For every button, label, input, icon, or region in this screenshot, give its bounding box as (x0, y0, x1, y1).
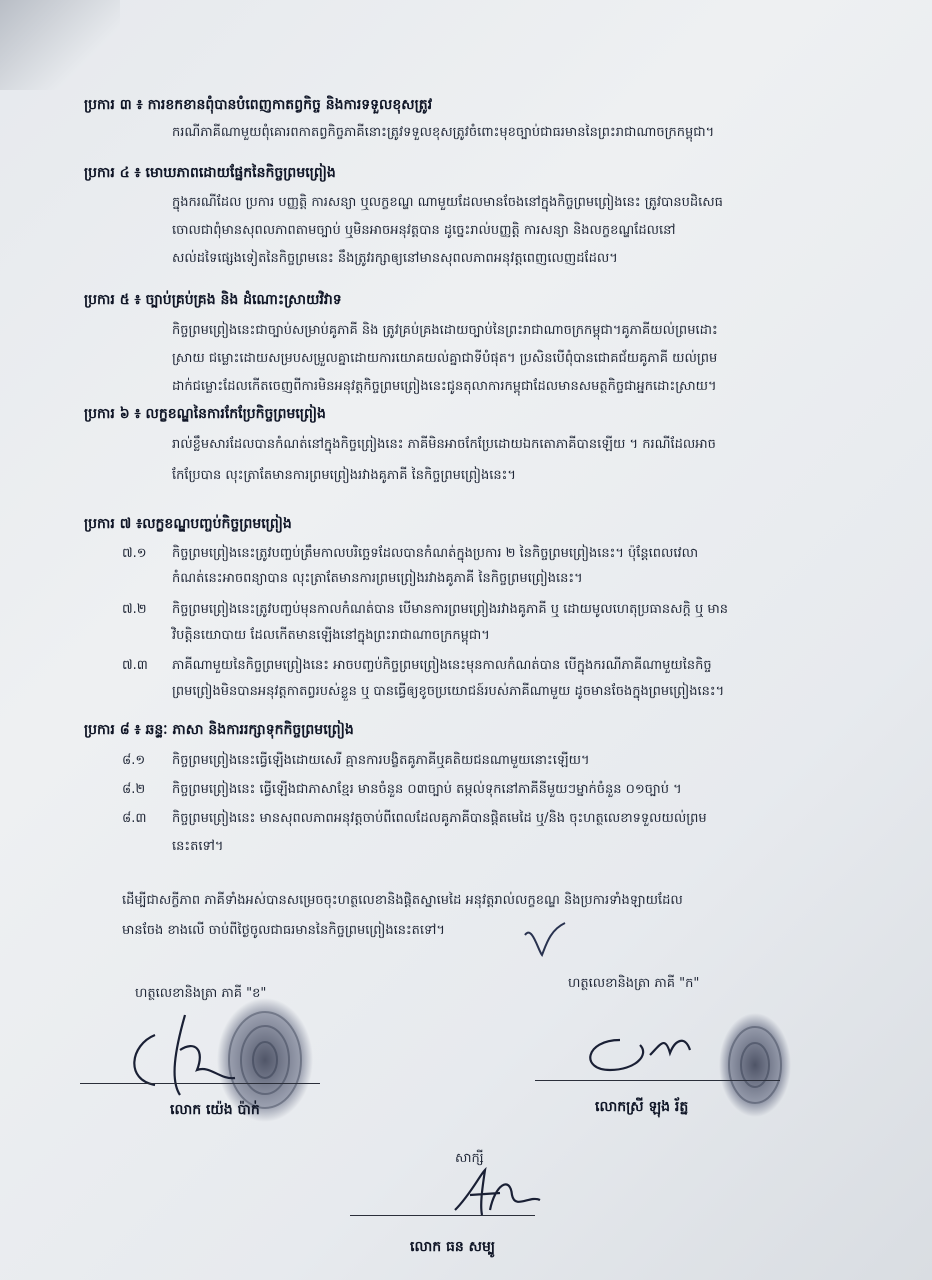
article-5-line-2: ស្រាយ ជម្លោះដោយសម្របសម្រួលគ្នាដោយការយោគយល់គ្នាជាទីបំផុត។ ប្រសិនបើពុំបានជោគជ័យគូភាគី យល់ព្រម (172, 351, 718, 366)
closing-line-2: មានចែង ខាងលើ ចាប់ពីថ្ងៃចូលជាធរមាននៃកិច្ចព្រមព្រៀងនេះតទៅ។ (122, 923, 445, 938)
item-8-2-line-1: កិច្ចព្រមព្រៀងនេះ ធ្វើឡើងជាភាសាខ្មែរ មានចំនួន ០៣ច្បាប់ តម្កល់ទុកនៅភាគីនីមួយៗម្នាក់ចំនួន ០១ច្បាប់ ។ (172, 782, 682, 797)
article-5-line-1: កិច្ចព្រមព្រៀងនេះជាច្បាប់សម្រាប់គូភាគី និង ត្រូវគ្រប់គ្រងដោយច្បាប់នៃព្រះរាជាណាចក្រកម្ពុជា។គូភាគីយល់ព្រមដោះ (172, 323, 718, 338)
item-7-1-line-2: កំណត់នេះអាចពន្យាបាន លុះត្រាតែមានការព្រមព្រៀងរវាងគូភាគី នៃកិច្ចព្រមព្រៀងនេះ។ (172, 571, 583, 586)
item-7-2-line-2: វិបត្តិនយោបាយ ដែលកើតមានឡើងនៅក្នុងព្រះរាជាណាចក្រកម្ពុជា។ (172, 628, 490, 643)
article-4-line-3: សល់ដទៃផ្សេងទៀតនៃកិច្ចព្រមនេះ នឹងត្រូវរក្សាឲ្យនៅមានសុពលភាពអនុវត្តពេញលេញដដែល។ (172, 251, 618, 266)
item-8-1-number: ៨.១ (122, 753, 146, 768)
item-7-3-number: ៧.៣ (122, 658, 148, 673)
party-a-name: លោកស្រី ឡុង រ័ត្ន (595, 1099, 689, 1115)
party-a-signature-label: ហត្ថលេខានិងត្រា ភាគី "ក" (568, 976, 700, 991)
party-a-thumbprint-icon (715, 1010, 795, 1120)
item-8-1-line-1: កិច្ចព្រមព្រៀងនេះធ្វើឡើងដោយសេរី គ្មានការបង្ខិតគូភាគីឬគតិយជនណាមួយនោះឡើយ។ (172, 753, 590, 768)
page-fold-shadow (0, 0, 120, 90)
item-8-3-line-2: នេះតទៅ។ (172, 839, 224, 854)
initial-mark-icon (520, 915, 570, 965)
item-7-2-line-1: កិច្ចព្រមព្រៀងនេះត្រូវបញ្ចប់មុនកាលកំណត់បាន បើមានការព្រមព្រៀងរវាងគូភាគី ឬ ដោយមូលហេតុប្រធានសក្តិ ឬ មាន (172, 602, 728, 617)
article-3-heading: ប្រការ ៣ ៖ ការខកខានពុំបានបំពេញកាតព្វកិច្ច និងការទទួលខុសត្រូវ (84, 97, 433, 113)
article-5-line-3: ដាក់ជម្លោះដែលកើតចេញពីការមិនអនុវត្តកិច្ចព្រមព្រៀងនេះជូនតុលាការកម្ពុជាដែលមានសមត្ថកិច្ចជាអ្នកដោះស្រាយ។ (172, 379, 717, 394)
item-8-3-number: ៨.៣ (122, 811, 147, 826)
witness-label: សាក្សី (455, 1151, 484, 1166)
article-4-line-1: ក្នុងករណីដែល ប្រការ បញ្ញត្តិ ការសន្យា ឬលក្ខខណ្ឌ ណាមួយដែលមានចែងនៅក្នុងកិច្ចព្រមព្រៀងនេះ ត្រូវបានបដិសេធ (172, 195, 723, 210)
item-7-2-number: ៧.២ (122, 602, 147, 617)
party-b-signature-icon (125, 1010, 275, 1100)
article-6-line-2: កែប្រែបាន លុះត្រាតែមានការព្រមព្រៀងរវាងគូភាគី នៃកិច្ចព្រមព្រៀងនេះ។ (172, 468, 516, 483)
article-4-heading: ប្រការ ៤ ៖ មោឃភាពដោយផ្នែកនៃកិច្ចព្រមព្រៀង (84, 165, 336, 181)
article-6-heading: ប្រការ ៦ ៖ លក្ខខណ្ឌនៃការកែប្រែកិច្ចព្រមព្រៀង (84, 406, 326, 422)
party-a-signature-line (535, 1080, 780, 1081)
article-6-line-1: រាល់ខ្លឹមសារដែលបានកំណត់នៅក្នុងកិច្ចព្រៀងនេះ ភាគីមិនអាចកែប្រែដោយឯកតោភាគីបានឡើយ ។ ករណីដែលអាច (172, 437, 716, 452)
item-8-3-line-1: កិច្ចព្រមព្រៀងនេះ មានសុពលភាពអនុវត្តចាប់ពីពេលដែលគូភាគីបានផ្តិតមេដៃ ឬ/និង ចុះហត្ថលេខាទទួលយល់ព្រម (172, 811, 707, 826)
party-b-signature-line (80, 1083, 320, 1084)
witness-signature-line (350, 1215, 535, 1216)
article-7-heading: ប្រការ ៧ ៖លក្ខខណ្ឌបញ្ចប់កិច្ចព្រមព្រៀង (84, 516, 292, 532)
item-7-3-line-1: ភាគីណាមួយនៃកិច្ចព្រមព្រៀងនេះ អាចបញ្ចប់កិច្ចព្រមព្រៀងនេះមុនកាលកំណត់បាន បើក្នុងករណីភាគីណាមួយនៃកិច្ច (172, 658, 712, 673)
witness-name: លោក ធន សម្បូ (410, 1239, 496, 1255)
item-7-1-line-1: កិច្ចព្រមព្រៀងនេះត្រូវបញ្ចប់ត្រឹមកាលបរិច្ឆេទដែលបានកំណត់ក្នុងប្រការ ២ នៃកិច្ចព្រមព្រៀងនេះ។ ប៉ុន្តែពេលវេលា (172, 546, 699, 561)
item-7-3-line-2: ព្រមព្រៀងមិនបានអនុវត្តកាតព្វរបស់ខ្លួន ឬ បានធ្វើឲ្យខូចប្រយោជន៍របស់ភាគីណាមួយ ដូចមានចែងក្នុងព្រមព្រៀងនេះ។ (172, 684, 725, 699)
article-5-heading: ប្រការ ៥ ៖ ច្បាប់គ្រប់គ្រង និង ដំណោះស្រាយវិវាទ (84, 292, 342, 308)
item-7-1-number: ៧.១ (122, 546, 147, 561)
article-3-line-1: ករណីភាគីណាមួយពុំគោរពកាតព្វកិច្ចភាគីនោះត្រូវទទួលខុសត្រូវចំពោះមុខច្បាប់ជាធរមាននៃព្រះរាជាណាចក្រកម្ពុជា។ (172, 125, 715, 140)
article-8-heading: ប្រការ ៨ ៖ ឆន្ទៈ ភាសា និងការរក្សាទុកកិច្ចព្រមព្រៀង (84, 722, 354, 738)
witness-signature-icon (440, 1165, 560, 1225)
article-4-line-2: ចោលជាពុំមានសុពលភាពតាមច្បាប់ ឬមិនអាចអនុវត្តបាន ដូច្នេះរាល់បញ្ញត្តិ ការសន្យា និងលក្ខខណ្ឌដែលនៅ (172, 223, 676, 238)
item-8-2-number: ៨.២ (122, 782, 146, 797)
party-b-signature-label: ហត្ថលេខានិងត្រា ភាគី "ខ" (135, 986, 267, 1001)
party-a-signature-icon (580, 1025, 720, 1085)
closing-line-1: ដើម្បីជាសក្ខីភាព ភាគីទាំងអស់បានសម្រេចចុះហត្ថលេខានិងផ្តិតស្នាមេដៃ អនុវត្តរាល់លក្ខខណ្ឌ និងប្រការទាំងឡាយដែល (122, 893, 683, 908)
party-b-name: លោក យ៉េង ប៉ាក់ (170, 1102, 260, 1118)
